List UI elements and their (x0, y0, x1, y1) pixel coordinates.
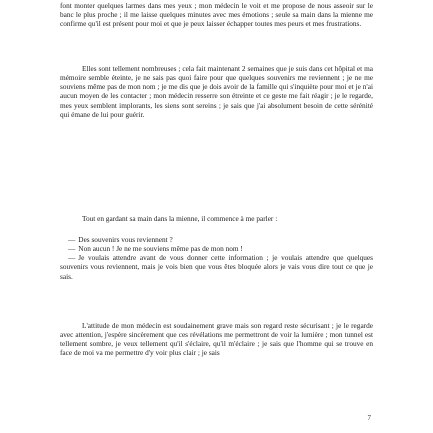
paragraph-4: L'attitude de mon médecin est soudainement grave mais son regard reste sécurisant ; je le regarde avec attention, j'espère sincèrement que ces révélations me permettront de voir la lumière ; mon tunnel est tellement sombre, je veux tellement qu'il s'éclaire, qu'il m'éclaire ; je sais que l'homme qui se trouve en face de moi va me permettre d'y voir plus clair ; je sais (60, 321, 373, 358)
dialogue-list (60, 235, 373, 281)
dialogue-line (60, 253, 373, 280)
dialogue-dash: — (68, 244, 76, 254)
dialogue-line (60, 235, 373, 244)
dialogue-text: Je voulais attendre avant de vous donner cette information ; je voulais attendre que quelques souvenirs vous reviennent, mais je vois bien que vous êtes bloquée alors je vais vous dire tout ce que je sais. (60, 253, 373, 281)
dialogue-text: Non aucun ! Je ne me souviens même pas de mon nom ! (78, 244, 243, 254)
dialogue-dash: — (68, 235, 76, 244)
dialogue-dash: — (68, 253, 76, 263)
dialogue-line (60, 244, 373, 253)
paragraph-1: font monter quelques larmes dans mes yeux ; mon médecin le voit et me propose de nous asseoir sur le banc le plus proche ; il me laisse quelques minutes avec mes émotions ; seule sa main dans la mienne me confirme qu'il est présent pour moi et que je peux laisser échapper toutes mes peurs et mes frustrations. (60, 1, 373, 29)
page-number: 7 (367, 414, 371, 422)
paragraph-3: Tout en gardant sa main dans la mienne, il commence à me parler : (82, 214, 278, 223)
paragraph-2: Elles sont tellement nombreuses ; cela fait maintenant 2 semaines que je suis dans cet hôpital et ma mémoire semble éteinte, je ne sais pas quoi faire pour que quelques souvenirs me reviennent ; je ne me souviens même pas de mon nom ; je me dis que je dois avoir de la famille qui s'inquiète pour moi et je n'ai aucun moyen de les contacter ; mon médecin resserre son étreinte et ce geste me fait réagir ; je le regarde, mes yeux semblent implorants, les siens sont sereins ; je sais que j'ai absolument besoin de cette sérénité qui émane de lui pour guérir. (60, 64, 373, 119)
dialogue-text: Des souvenirs vous reviennent ? (78, 235, 173, 244)
